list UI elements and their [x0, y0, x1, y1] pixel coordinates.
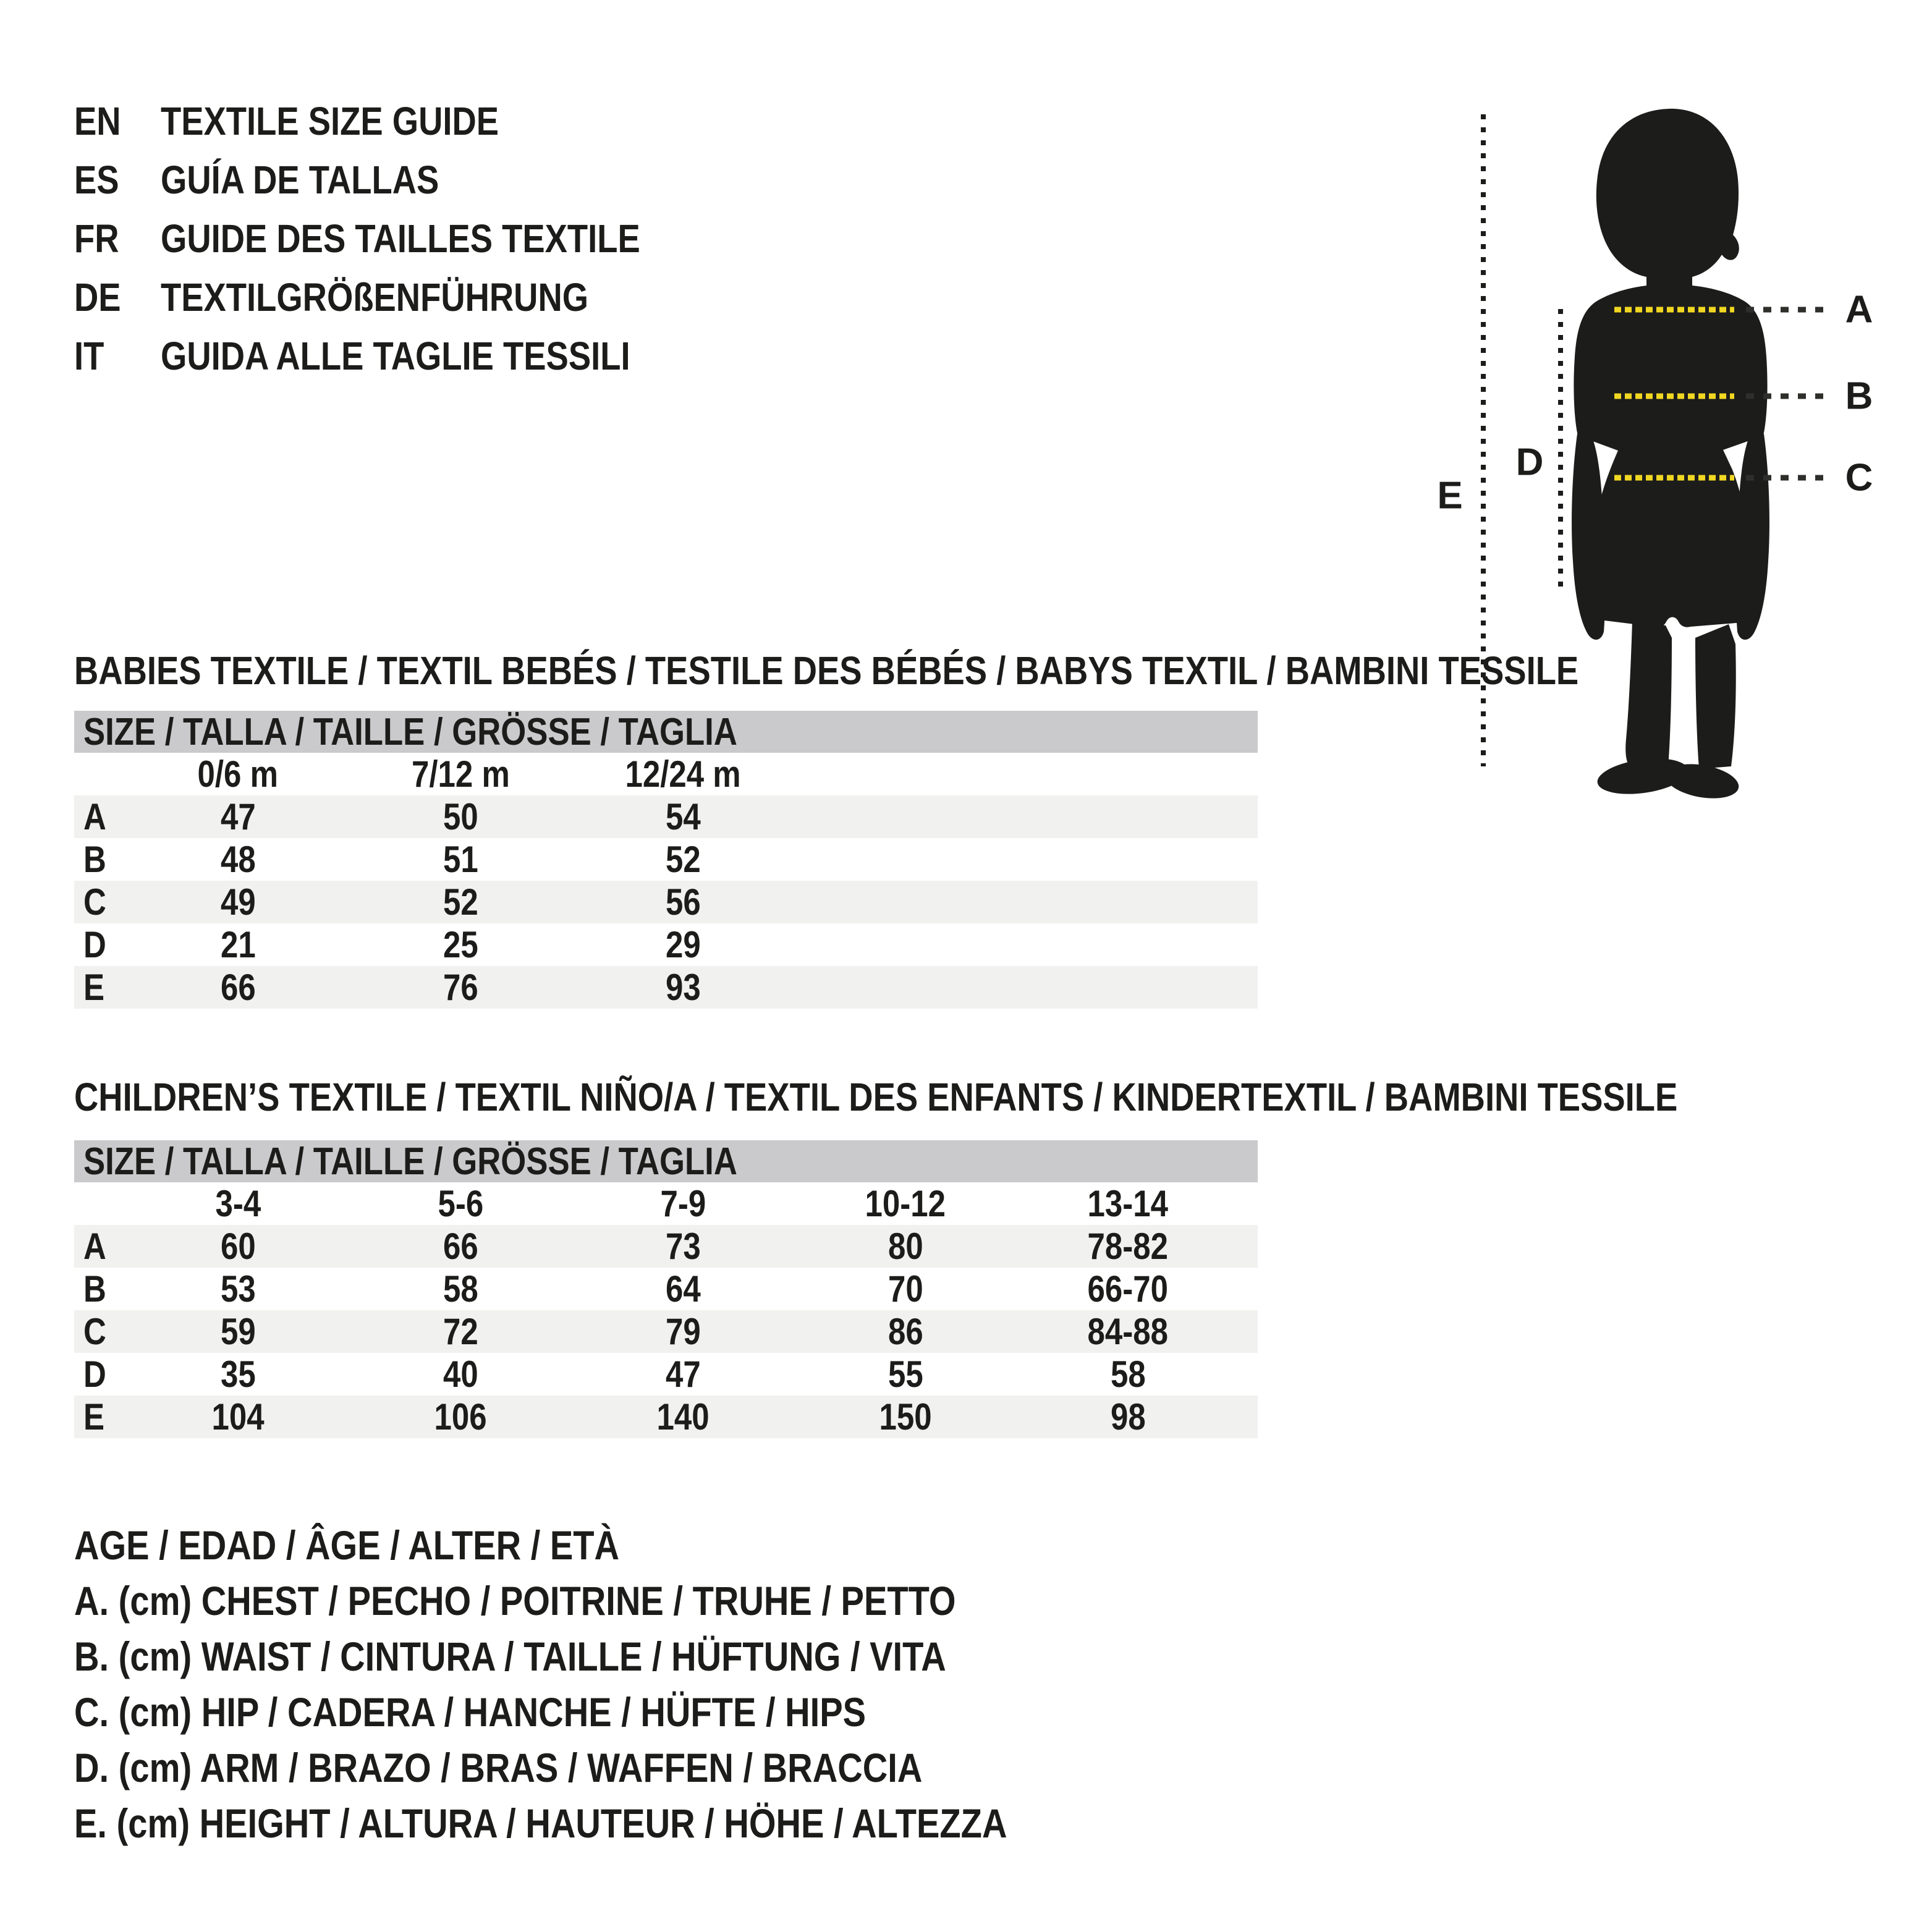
- cell-value: 140: [656, 1396, 710, 1438]
- table-row: [74, 923, 1258, 966]
- legend-text: AGE / EDAD / ÂGE / ALTER / ETÀ: [74, 1522, 620, 1568]
- table-row: [74, 838, 1258, 881]
- measurement-legend: [74, 1517, 1172, 1851]
- legend-line-waist: [74, 1629, 1172, 1684]
- cell-value: 52: [443, 881, 478, 923]
- size-header-label: SIZE / TALLA / TAILLE / GRÖSSE / TAGLIA: [83, 1140, 737, 1183]
- table-row: [74, 1310, 1258, 1353]
- row-label: E: [83, 1396, 105, 1438]
- cell-value: 54: [665, 796, 701, 837]
- row-label: C: [83, 1311, 106, 1352]
- cell-value: 60: [220, 1226, 256, 1267]
- column-header: 13-14: [1087, 1183, 1169, 1224]
- cell-value: 80: [888, 1226, 923, 1267]
- legend-line-chest: [74, 1573, 1172, 1629]
- language-code: DE: [74, 274, 121, 320]
- column-header: 10-12: [865, 1183, 946, 1224]
- cell-value: 49: [220, 881, 256, 923]
- cell-value: 40: [443, 1354, 478, 1395]
- cell-value: 58: [1110, 1354, 1146, 1395]
- cell-value: 35: [220, 1354, 256, 1395]
- language-code: EN: [74, 98, 121, 143]
- cell-value: 73: [665, 1226, 701, 1267]
- column-header: 0/6 m: [197, 753, 279, 795]
- language-title-block: [74, 91, 1001, 385]
- cell-value: 51: [443, 839, 478, 880]
- babies-section-heading: [74, 649, 1844, 692]
- cell-value: 79: [665, 1311, 701, 1352]
- babies-size-header-band: [74, 711, 1258, 753]
- cell-value: 86: [888, 1311, 923, 1352]
- legend-text: B. (cm) WAIST / CINTURA / TAILLE / HÜFTUNG / VITA: [74, 1633, 946, 1679]
- language-row-en: [74, 91, 1001, 150]
- cell-value: 106: [434, 1396, 487, 1438]
- cell-value: 66-70: [1087, 1268, 1169, 1310]
- children-size-table: [74, 1140, 1258, 1438]
- cell-value: 53: [220, 1268, 256, 1310]
- babies-age-columns-row: [74, 753, 1258, 795]
- cell-value: 70: [888, 1268, 923, 1310]
- row-label: B: [83, 839, 106, 880]
- children-size-header-band: [74, 1140, 1258, 1182]
- measurement-diagram: [1409, 93, 1932, 810]
- page-title-de: TEXTILGRÖßENFÜHRUNG: [161, 274, 589, 320]
- language-code: ES: [74, 157, 119, 202]
- cell-value: 78-82: [1087, 1226, 1169, 1267]
- table-row: [74, 1396, 1258, 1438]
- row-label: D: [83, 924, 106, 965]
- row-label: A: [83, 1226, 106, 1267]
- cell-value: 76: [443, 967, 478, 1008]
- legend-text: E. (cm) HEIGHT / ALTURA / HAUTEUR / HÖHE / ALTEZZA: [74, 1800, 1007, 1846]
- page-title-en: TEXTILE SIZE GUIDE: [161, 98, 499, 143]
- row-label: D: [83, 1354, 106, 1395]
- figure-label-chest: A: [1845, 288, 1873, 331]
- language-row-es: [74, 150, 1001, 209]
- cell-value: 104: [211, 1396, 265, 1438]
- row-label: C: [83, 881, 106, 923]
- cell-value: 64: [665, 1268, 701, 1310]
- page-title-es: GUÍA DE TALLAS: [161, 157, 439, 202]
- children-section-heading: [74, 1075, 1932, 1119]
- cell-value: 55: [888, 1354, 923, 1395]
- legend-line-arm: [74, 1740, 1172, 1795]
- cell-value: 21: [220, 924, 256, 965]
- legend-text: A. (cm) CHEST / PECHO / POITRINE / TRUHE / PETTO: [74, 1578, 956, 1624]
- legend-line-hip: [74, 1684, 1172, 1740]
- column-header: 7-9: [660, 1183, 706, 1224]
- table-row: [74, 795, 1258, 838]
- babies-section-heading-text: BABIES TEXTILE / TEXTIL BEBÉS / TESTILE DES BÉBÉS / BABYS TEXTIL / BAMBINI TESSILE: [74, 648, 1579, 693]
- cell-value: 72: [443, 1311, 478, 1352]
- cell-value: 52: [665, 839, 701, 880]
- cell-value: 48: [220, 839, 256, 880]
- page-title-fr: GUIDE DES TAILLES TEXTILE: [161, 216, 640, 261]
- cell-value: 66: [220, 967, 256, 1008]
- table-row: [74, 966, 1258, 1009]
- cell-value: 93: [665, 967, 701, 1008]
- legend-text: D. (cm) ARM / BRAZO / BRAS / WAFFEN / BRACCIA: [74, 1745, 923, 1790]
- table-row: [74, 1268, 1258, 1310]
- figure-label-hip: C: [1845, 456, 1873, 499]
- cell-value: 58: [443, 1268, 478, 1310]
- page-title-it: GUIDA ALLE TAGLIE TESSILI: [161, 333, 630, 378]
- row-label: A: [83, 796, 106, 837]
- legend-text: C. (cm) HIP / CADERA / HANCHE / HÜFTE / HIPS: [74, 1689, 866, 1735]
- cell-value: 150: [879, 1396, 932, 1438]
- cell-value: 25: [443, 924, 478, 965]
- language-row-de: [74, 268, 1001, 326]
- babies-size-table: [74, 711, 1258, 1009]
- cell-value: 84-88: [1087, 1311, 1169, 1352]
- legend-line-height: [74, 1795, 1172, 1851]
- size-header-label: SIZE / TALLA / TAILLE / GRÖSSE / TAGLIA: [83, 710, 737, 753]
- column-header: 12/24 m: [625, 753, 741, 795]
- cell-value: 29: [665, 924, 701, 965]
- language-row-fr: [74, 209, 1001, 268]
- table-row: [74, 881, 1258, 923]
- child-silhouette-icon: [1572, 109, 1769, 803]
- column-header: 5-6: [438, 1183, 483, 1224]
- children-section-heading-text: CHILDREN’S TEXTILE / TEXTIL NIÑO/A / TEXTIL DES ENFANTS / KINDERTEXTIL / BAMBINI TESSILE: [74, 1075, 1678, 1119]
- figure-label-height: E: [1437, 474, 1463, 517]
- row-label: B: [83, 1268, 106, 1310]
- table-row: [74, 1353, 1258, 1396]
- figure-label-arm: D: [1515, 441, 1544, 484]
- row-label: E: [83, 967, 105, 1008]
- legend-line-age: [74, 1517, 1172, 1573]
- language-code: IT: [74, 333, 104, 378]
- cell-value: 50: [443, 796, 478, 837]
- cell-value: 98: [1110, 1396, 1146, 1438]
- figure-label-waist: B: [1845, 375, 1873, 418]
- cell-value: 56: [665, 881, 701, 923]
- table-row: [74, 1225, 1258, 1268]
- cell-value: 47: [220, 796, 256, 837]
- cell-value: 66: [443, 1226, 478, 1267]
- cell-value: 47: [665, 1354, 701, 1395]
- column-header: 3-4: [215, 1183, 261, 1224]
- column-header: 7/12 m: [411, 753, 510, 795]
- children-age-columns-row: [74, 1182, 1258, 1225]
- language-row-it: [74, 326, 1001, 385]
- language-code: FR: [74, 216, 119, 261]
- cell-value: 59: [220, 1311, 256, 1352]
